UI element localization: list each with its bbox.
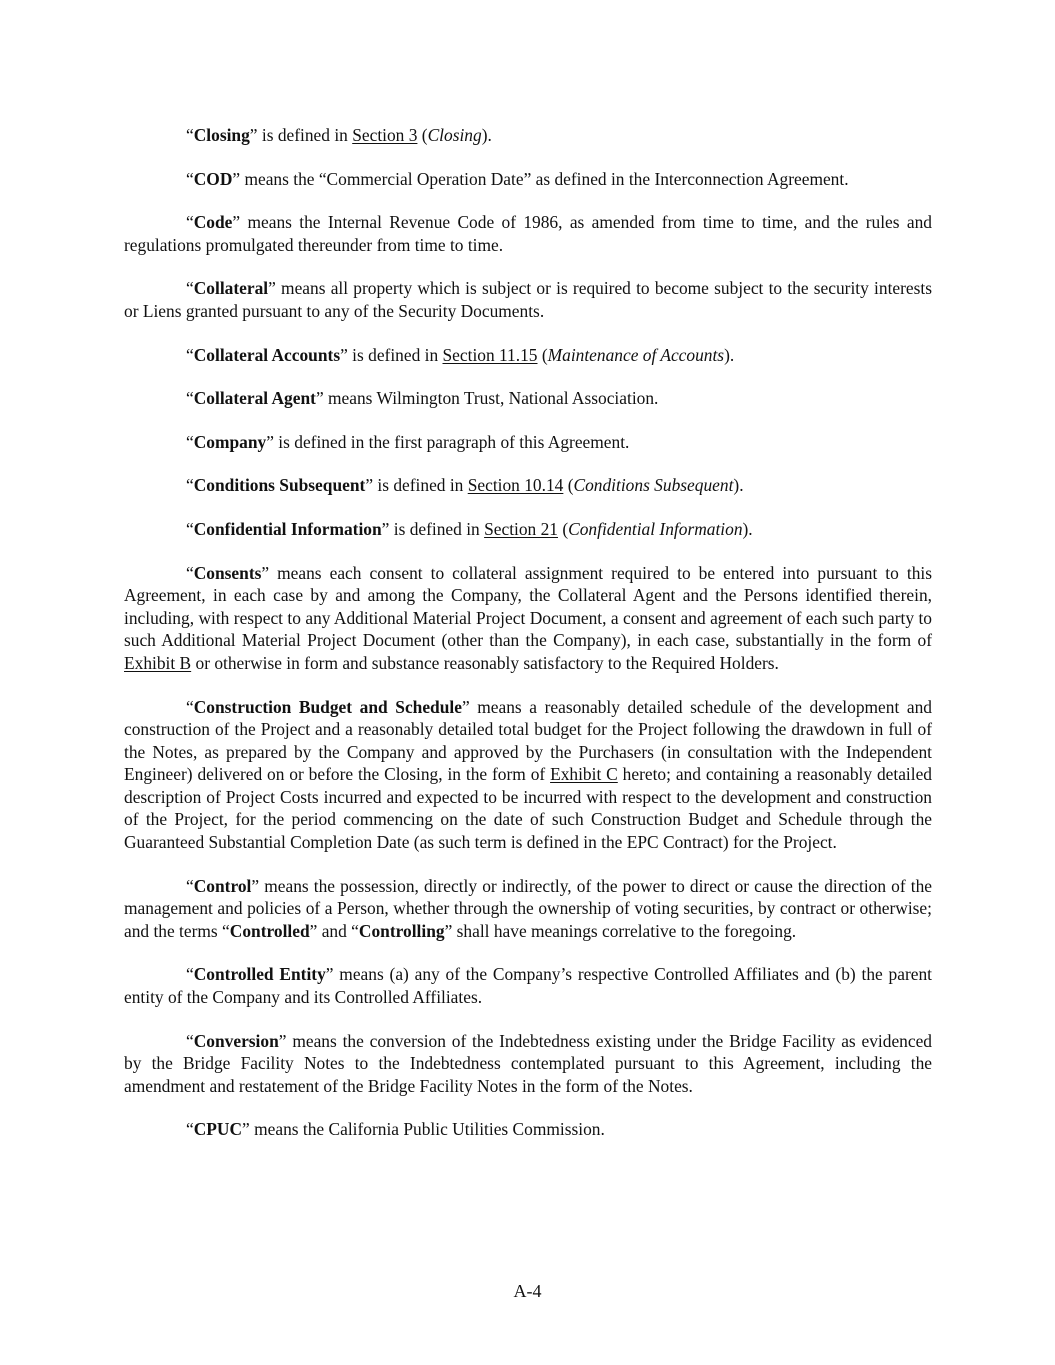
page-number: A-4: [513, 1281, 542, 1301]
defined-term: Code: [193, 212, 233, 233]
section-reference-link[interactable]: Section 3: [352, 125, 418, 145]
defined-term-variant: Controlling: [358, 920, 445, 941]
defined-term-variant: Controlled: [229, 920, 310, 941]
definition-consents: “Consents” means each consent to collateral assignment required to be entered into pursuant to this Agreement, in each case by and among the Company, the Collateral Agent and the Persons identified therein, including, with respect to any Additional Material Project Document, a consent and agreement of each such party to such Additional Material Project Document (other than the Company), in each case, substantially in the form of Exhibit B or otherwise in form and substance reasonably satisfactory to the Required Holders.: [124, 562, 932, 673]
definition-collateral-agent: “Collateral Agent” means Wilmington Trust, National Association.: [186, 388, 659, 409]
definition-company: “Company” is defined in the first paragraph of this Agreement.: [186, 431, 630, 452]
definition-conversion: “Conversion” means the conversion of the Indebtedness existing under the Bridge Facility as evidenced by the Bridge Facility Notes to the Indebtedness contemplated pursuant to this Agreement, including the amendment and restatement of the Bridge Facility Notes in the form of the Notes.: [124, 1030, 932, 1096]
defined-term: Construction Budget and Schedule: [193, 696, 462, 717]
definition-conditions-subsequent: “Conditions Subsequent” is defined in Section 10.14 (Conditions Subsequent).: [186, 475, 744, 496]
definition-collateral-accounts: “Collateral Accounts” is defined in Section 11.15 (Maintenance of Accounts).: [186, 344, 735, 365]
defined-term: Control: [193, 875, 252, 896]
defined-term: Collateral Agent: [193, 388, 316, 409]
section-reference-link[interactable]: Section 10.14: [467, 475, 564, 496]
defined-term: CPUC: [193, 1119, 243, 1140]
definition-cod: “COD” means the “Commercial Operation Date” as defined in the Interconnection Agreement.: [186, 168, 849, 189]
document-page: [124, 124, 932, 1162]
defined-term: Collateral Accounts: [193, 344, 341, 365]
section-reference-link[interactable]: Section 11.15: [442, 344, 538, 365]
defined-term: Company: [193, 431, 267, 452]
definition-closing: “Closing” is defined in Section 3 (Closing).: [186, 125, 492, 145]
defined-term: Closing: [193, 125, 250, 145]
definition-code: “Code” means the Internal Revenue Code of 1986, as amended from time to time, and the rules and regulations promulgated thereunder from time to time.: [124, 212, 932, 255]
defined-term: Controlled Entity: [193, 964, 326, 985]
defined-term: Conditions Subsequent: [193, 475, 366, 496]
section-reference-link[interactable]: Section 21: [484, 518, 558, 539]
exhibit-reference-link[interactable]: Exhibit B: [124, 652, 192, 673]
definition-construction-budget: “Construction Budget and Schedule” means a reasonably detailed schedule of the development and construction of the Project and a reasonably detailed total budget for the Project following the drawdown in full of the Notes, as prepared by the Company and approved by the Purchasers (in consultation with the Independent Engineer) delivered on or before the Closing, in the form of Exhibit C hereto; and containing a reasonably detailed description of Project Costs incurred and expected to be incurred with respect to the development and construction of the Project, for the period commencing on the date of such Construction Budget and Schedule through the Guaranteed Substantial Completion Date (as such term is defined in the EPC Contract) for the Project.: [124, 696, 932, 853]
definition-controlled-entity: “Controlled Entity” means (a) any of the Company’s respective Controlled Affiliates and (b) the parent entity of the Company and its Controlled Affiliates.: [124, 964, 932, 1008]
defined-term: Consents: [193, 562, 262, 583]
exhibit-reference-link[interactable]: Exhibit C: [550, 764, 618, 785]
defined-term: Confidential Information: [193, 518, 382, 539]
defined-term: Conversion: [193, 1030, 279, 1051]
defined-term: Collateral: [193, 278, 269, 299]
defined-term: COD: [193, 168, 233, 189]
definition-control: “Control” means the possession, directly or indirectly, of the power to direct or cause the direction of the management and policies of a Person, whether through the ownership of voting securities, by contract or otherwise; and the terms “Controlled” and “Controlling” shall have meanings correlative to the foregoing.: [124, 875, 932, 941]
definition-cpuc: “CPUC” means the California Public Utilities Commission.: [186, 1119, 605, 1140]
definition-confidential-information: “Confidential Information” is defined in Section 21 (Confidential Information).: [186, 518, 753, 539]
definition-collateral: “Collateral” means all property which is subject or is required to become subject to the security interests or Liens granted pursuant to any of the Security Documents.: [124, 278, 932, 321]
